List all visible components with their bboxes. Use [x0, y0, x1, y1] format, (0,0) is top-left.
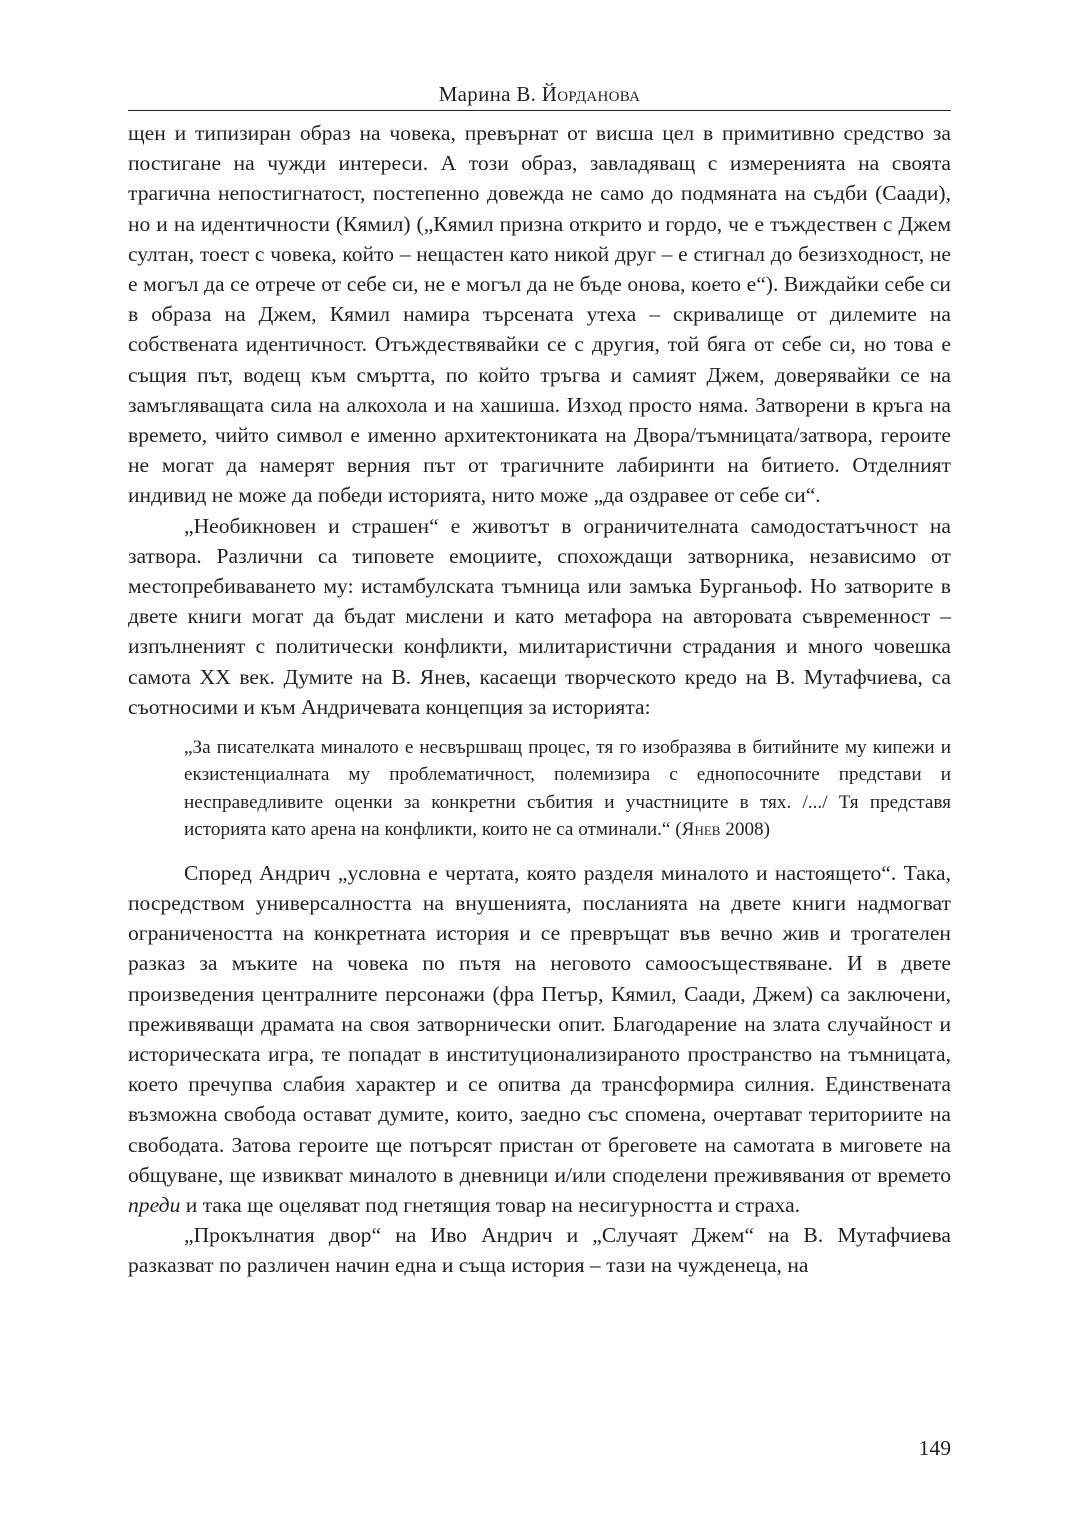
- quote-citation-year: 2008): [720, 819, 771, 841]
- running-head-author-name: Марина В. Й: [438, 82, 558, 106]
- header-rule: [128, 110, 951, 111]
- paragraph-text: и така ще оцеляват под гнетящия товар на несигурността и страха.: [180, 1192, 801, 1217]
- quote-citation-author: Янев: [681, 819, 721, 841]
- paragraph: „Прокълнатия двор“ на Иво Андрич и „Случаят Джем“ на В. Мутафчиева разказват по различен начин една и съща история – тази на чужденеца, на: [128, 1223, 951, 1278]
- running-head-author-surname: орданова: [557, 82, 641, 106]
- quote-citation-open: (: [675, 819, 682, 841]
- body-text: [128, 118, 951, 1281]
- paragraph-text: Според Андрич „условна е чертата, която разделя миналото и настоящето“. Така, посредством универсалността на внушенията, посланията на двете книги надмогват ограничеността на конкретната история и се превръщат във вечно жив и трогателен разказ за мъките на човека по пътя на неговото самоосъществяване. И в двете произведения централните персонажи (фра Петър, Кямил, Саади, Джем) са заключени, преживяващи драмата на своя затворнически опит. Благодарение на злата случайност и историческата игра, те попадат в институционализираното пространство на тъмницата, което пречупва слабия характер и се опитва да трансформира силния. Единствената възможна свобода остават думите, които, заедно със спомена, очертават териториите на свободата. Затова героите ще потърсят пристан от бреговете на самотата в миговете на общуване, ще извикват миналото в дневници и/или споделени преживявания от времето: [128, 860, 951, 1187]
- paragraph: „Необикновен и страшен“ е животът в ограничителната самодостатъчност на затвора. Различни са типовете емоциите, спохождащи затворника, независимо от местопребиваването му: истамбулската тъмница или замъка Бурганьоф. Но затворите в двете книги могат да бъдат мислени и като метафора на авторовата съвременност – изпълненият с политически конфликти, милитаристични страдания и много човешка самота XX век. Думите на В. Янев, касаещи творческото кредо на В. Мутафчиева, са съотносими и към Андричевата концепция за историята:: [128, 513, 951, 719]
- page-number: 149: [918, 1436, 951, 1460]
- paragraph: [128, 858, 951, 1220]
- quote-citation: [675, 819, 770, 840]
- emphasis-text: преди: [128, 1192, 181, 1217]
- block-quote: [184, 734, 951, 844]
- quote-text: „За писателката миналото е несвършващ процес, тя го изобразява в битийните му кипежи и екзистенциалната му проблематичност, полемизира с еднопосочните представи и несправедливите оценки за конкретни събития и участниците в тях. /.../ Тя представя историята като арена на конфликти, които не са отминали.“: [184, 737, 951, 841]
- running-head: [128, 82, 951, 107]
- paragraph-continued: щен и типизиран образ на човека, превърнат от висша цел в примитивно средство за постигане на чужди интереси. А този образ, завладяващ с измеренията на своята трагична непостигнатост, постепенно довежда не само до подмяната на съдби (Саади), но и на идентичности (Кямил) („Кямил призна открито и гордо, че е тъждествен с Джем султан, тоест с човека, който – нещастен като никой друг – е стигнал до безизходност, не е могъл да се отрече от себе си, не е могъл да не бъде онова, което е“). Виждайки себе си в образа на Джем, Кямил намира търсената утеха – скривалище от дилемите на собствената идентичност. Отъждествявайки се с другия, той бяга от себе си, но това е същия път, водещ към смъртта, по който тръгва и самият Джем, доверявайки се на замъгляващата сила на алкохола и на хашиша. Изход просто няма. Затворени в кръга на времето, чийто символ е именно архитектониката на Двора/тъмницата/затвора, героите не могат да намерят верния път от трагичните лабиринти на битието. Отделният индивид не може да победи историята, нито може „да оздравее от себе си“.: [128, 121, 951, 508]
